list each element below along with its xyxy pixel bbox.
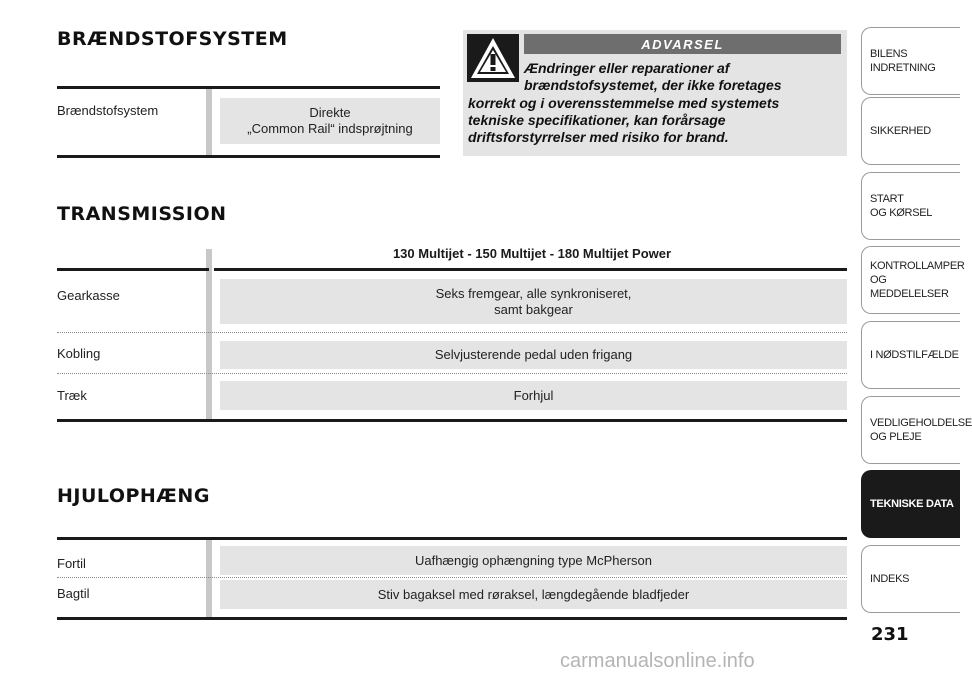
page-number: 231 <box>871 624 909 645</box>
fuel-system-value <box>220 98 440 144</box>
tab-start-og-korsel[interactable] <box>861 172 960 240</box>
fuel-system-title: BRÆNDSTOFSYSTEM <box>57 28 288 50</box>
warning-triangle-icon <box>467 34 519 82</box>
front-suspension-value: Uafhængig ophængning type McPherson <box>220 546 847 575</box>
warning-line-2: brændstofsystemet, der ikke foretages <box>524 77 782 93</box>
rear-suspension-label: Bagtil <box>57 586 90 601</box>
rear-suspension-value: Stiv bagaksel med røraksel, længdegående bladfjeder <box>220 580 847 609</box>
tab-label: TEKNISKE DATA <box>870 498 954 510</box>
transmission-divider <box>206 249 212 419</box>
tab-label: SIKKERHED <box>870 125 931 137</box>
fuel-system-label: Brændstofsystem <box>57 103 159 118</box>
warning-line-5: driftsforstyrrelser med risiko for brand. <box>468 129 729 145</box>
gearbox-value-line2: samt bakgear <box>494 301 573 317</box>
tab-bilens-indretning[interactable] <box>861 27 960 95</box>
fuel-value-line2: „Common Rail“ indsprøjtning <box>247 121 413 136</box>
suspension-bottom-rule <box>57 617 847 620</box>
warning-line-3: korrekt og i overensstemmelse med systemets <box>468 95 780 111</box>
suspension-divider <box>206 540 212 618</box>
tab-tekniske-data[interactable] <box>861 470 960 538</box>
tab-label: INDEKS <box>870 573 910 585</box>
drive-value: Forhjul <box>220 381 847 410</box>
gearbox-value <box>220 279 847 324</box>
gearbox-label: Gearkasse <box>57 288 120 303</box>
gearbox-value-line1: Seks fremgear, alle synkroniseret, <box>435 285 632 301</box>
warning-line-1: Ændringer eller reparationer af <box>524 60 730 76</box>
drive-label: Træk <box>57 388 87 403</box>
clutch-label: Kobling <box>57 346 101 361</box>
transmission-dotted-rule-2 <box>57 373 847 374</box>
front-suspension-label: Fortil <box>57 556 86 571</box>
tab-i-nodstilfaelde[interactable] <box>861 321 960 389</box>
suspension-top-rule <box>57 537 847 540</box>
tab-label: KONTROLLAMPER OG MEDDELELSER <box>870 260 965 300</box>
tab-label: BILENS INDRETNING <box>870 48 936 74</box>
fuel-top-rule <box>57 86 440 89</box>
clutch-value: Selvjusterende pedal uden frigang <box>220 341 847 369</box>
fuel-divider <box>206 89 212 155</box>
transmission-column-header: 130 Multijet - 150 Multijet - 180 Multijet Power <box>392 246 672 261</box>
tab-label: START OG KØRSEL <box>870 193 933 219</box>
suspension-title: HJULOPHÆNG <box>57 485 210 507</box>
tab-label: I NØDSTILFÆLDE <box>870 349 959 361</box>
tab-label: VEDLIGEHOLDELSE OG PLEJE <box>870 417 972 443</box>
fuel-value-line1: Direkte <box>309 105 351 120</box>
warning-icon-bg <box>467 34 519 82</box>
tab-sikkerhed[interactable] <box>861 97 960 165</box>
watermark: carmanualsonline.info <box>560 650 755 672</box>
transmission-top-rule-left <box>57 268 209 271</box>
suspension-dotted-rule <box>57 577 847 578</box>
tab-vedligeholdelse[interactable] <box>861 396 972 464</box>
tab-indeks[interactable] <box>861 545 960 613</box>
transmission-bottom-rule <box>57 419 847 422</box>
transmission-top-rule-right <box>214 268 847 271</box>
warning-line-4: tekniske specifikationer, kan forårsage <box>468 112 726 128</box>
transmission-title: TRANSMISSION <box>57 203 227 225</box>
tab-kontrollamper[interactable] <box>861 246 965 314</box>
fuel-bottom-rule <box>57 155 440 158</box>
warning-title: ADVARSEL <box>524 34 841 54</box>
transmission-dotted-rule-1 <box>57 332 847 333</box>
